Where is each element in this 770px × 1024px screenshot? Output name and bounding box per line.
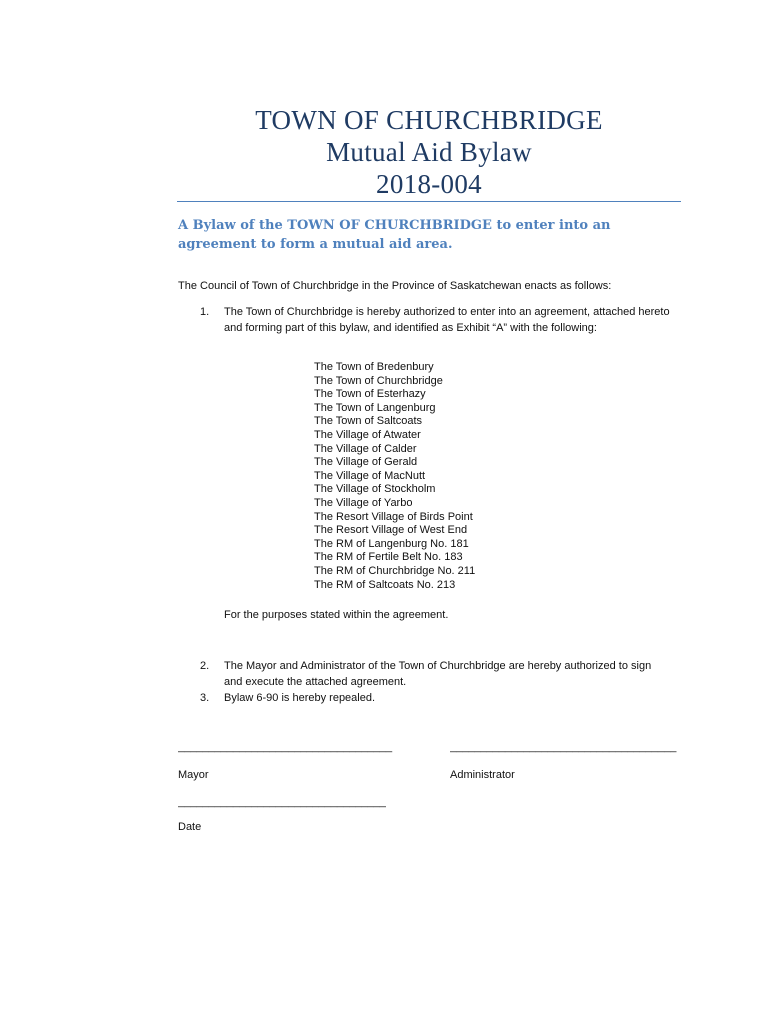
list-item: The RM of Churchbridge No. 211 bbox=[314, 564, 476, 577]
list-item: The Village of Stockholm bbox=[314, 483, 436, 496]
bylaw-clause-2 bbox=[200, 658, 670, 690]
title-bylaw-number: 2018-004 bbox=[376, 169, 482, 199]
list-item: The Town of Esterhazy bbox=[314, 388, 426, 401]
list-item: The Village of Gerald bbox=[314, 456, 418, 469]
clause-text: The Mayor and Administrator of the Town of Churchbridge are hereby authorized to sign and execute the attached agreement. bbox=[224, 660, 652, 688]
date-label: Date bbox=[178, 821, 202, 833]
clause-number: 2. bbox=[200, 660, 210, 672]
administrator-signature-line: _____________________________________ bbox=[450, 741, 677, 753]
mayor-signature-line: ___________________________________ bbox=[178, 741, 393, 753]
list-item: The Village of Yarbo bbox=[314, 496, 413, 509]
list-item: The Village of MacNutt bbox=[314, 469, 426, 482]
bylaw-clause-3 bbox=[200, 690, 670, 706]
clause-number: 1. bbox=[200, 306, 210, 318]
list-item: The RM of Langenburg No. 181 bbox=[314, 537, 469, 550]
bylaw-clause-1 bbox=[200, 304, 670, 336]
clause-text: The Town of Churchbridge is hereby authorized to enter into an agreement, attached hereto and forming part of this bylaw, and identified as Exhibit “A” with the following: bbox=[224, 306, 670, 334]
list-item: The Resort Village of West End bbox=[314, 524, 468, 537]
mayor-label: Mayor bbox=[178, 769, 209, 781]
title-bylaw-name: Mutual Aid Bylaw bbox=[326, 137, 532, 167]
purposes-statement: For the purposes stated within the agreement. bbox=[224, 609, 449, 621]
administrator-label: Administrator bbox=[450, 769, 515, 781]
bylaw-subtitle: A Bylaw of the TOWN OF CHURCHBRIDGE to enter into an agreement to form a mutual aid area. bbox=[178, 218, 611, 252]
list-item: The Village of Atwater bbox=[314, 428, 421, 441]
list-item: The Town of Langenburg bbox=[314, 401, 436, 414]
date-line: __________________________________ bbox=[178, 796, 386, 808]
list-item: The Resort Village of Birds Point bbox=[314, 510, 473, 523]
list-item: The Town of Saltcoats bbox=[314, 415, 423, 428]
list-item: The Village of Calder bbox=[314, 442, 417, 455]
document-title bbox=[177, 104, 681, 200]
title-town: TOWN OF CHURCHBRIDGE bbox=[255, 105, 603, 135]
list-item: The Town of Churchbridge bbox=[314, 374, 443, 387]
list-item: The RM of Saltcoats No. 213 bbox=[314, 578, 456, 591]
enactment-intro: The Council of Town of Churchbridge in the Province of Saskatchewan enacts as follows: bbox=[178, 280, 612, 292]
clause-number: 3. bbox=[200, 692, 210, 704]
list-item: The Town of Bredenbury bbox=[314, 361, 434, 373]
clause-text: Bylaw 6-90 is hereby repealed. bbox=[224, 692, 376, 704]
title-divider bbox=[177, 201, 681, 202]
list-item: The RM of Fertile Belt No. 183 bbox=[314, 551, 463, 564]
municipality-list bbox=[314, 361, 574, 592]
